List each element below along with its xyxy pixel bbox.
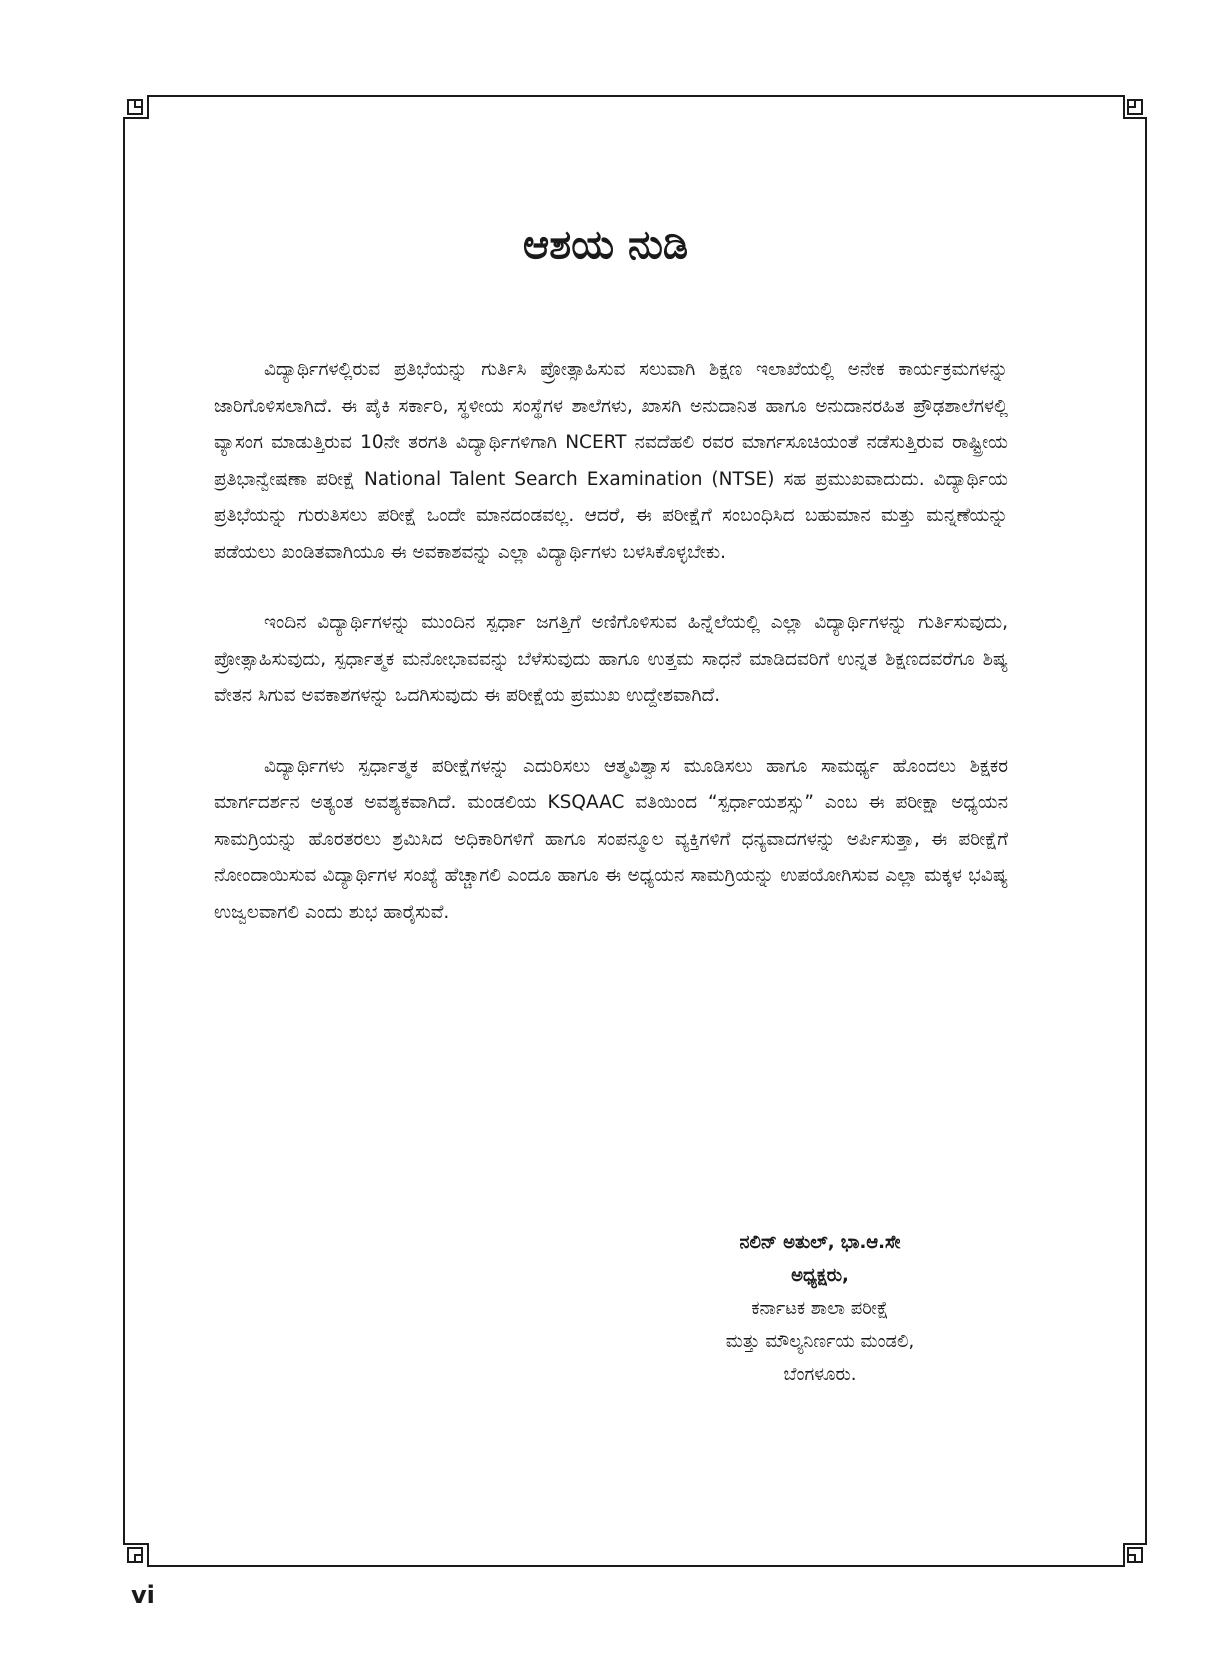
organization-line-2: ಮತ್ತು ಮೌಲ್ಯನಿರ್ಣಯ ಮಂಡಲಿ, (725, 1331, 915, 1352)
body-text (214, 352, 1008, 931)
page-title: ಆಶಯ ನುಡಿ (522, 222, 689, 268)
organization-line-1: ಕರ್ನಾಟಕ ಶಾಲಾ ಪರೀಕ್ಷೆ (751, 1298, 889, 1319)
signatory-name: ನಲಿನ್ ಅತುಲ್, ಭಾ.ಆ.ಸೇ (739, 1232, 901, 1253)
corner-ornament-bottom-left (128, 1548, 142, 1562)
paragraph-3: ವಿದ್ಯಾರ್ಥಿಗಳು ಸ್ಪರ್ಧಾತ್ಮಕ ಪರೀಕ್ಷೆಗಳನ್ನು ಎದುರಿಸಲು ಆತ್ಮವಿಶ್ವಾಸ ಮೂಡಿಸಲು ಹಾಗೂ ಸಾಮರ್ಥ್ಯ ಹೊಂದಲು ಶಿಕ್ಷಕರ ಮಾರ್ಗದರ್ಶನ ಅತ್ಯಂತ ಅವಶ್ಯಕವಾಗಿದೆ. ಮಂಡಲಿಯ KSQAAC ವತಿಯಿಂದ “ಸ್ಪರ್ಧಾಯಶಸ್ಸು” ಎಂಬ ಈ ಪರೀಕ್ಷಾ ಅಧ್ಯಯನ ಸಾಮಗ್ರಿಯನ್ನು ಹೊರತರಲು ಶ್ರಮಿಸಿದ ಅಧಿಕಾರಿಗಳಿಗೆ ಹಾಗೂ ಸಂಪನ್ಮೂಲ ವ್ಯಕ್ತಿಗಳಿಗೆ ಧನ್ಯವಾದಗಳನ್ನು ಅರ್ಪಿಸುತ್ತಾ, ಈ ಪರೀಕ್ಷೆಗೆ ನೋಂದಾಯಿಸುವ ವಿದ್ಯಾರ್ಥಿಗಳ ಸಂಖ್ಯೆ ಹೆಚ್ಚಾಗಲಿ ಎಂದೂ ಹಾಗೂ ಈ ಅಧ್ಯಯನ ಸಾಮಗ್ರಿಯನ್ನು ಉಪಯೋಗಿಸುವ ಎಲ್ಲಾ ಮಕ್ಕಳ ಭವಿಷ್ಯ ಉಜ್ವಲವಾಗಲಿ ಎಂದು ಶುಭ ಹಾರೈಸುವೆ. (214, 755, 1008, 923)
organization-city: ಬೆಂಗಳೂರು. (783, 1364, 857, 1385)
paragraph-2: ಇಂದಿನ ವಿದ್ಯಾರ್ಥಿಗಳನ್ನು ಮುಂದಿನ ಸ್ಪರ್ಧಾ ಜಗತ್ತಿಗೆ ಅಣಿಗೊಳಿಸುವ ಹಿನ್ನೆಲೆಯಲ್ಲಿ ಎಲ್ಲಾ ವಿದ್ಯಾರ್ಥಿಗಳನ್ನು ಗುರ್ತಿಸುವುದು, ಪ್ರೋತ್ಸಾಹಿಸುವುದು, ಸ್ಪರ್ಧಾತ್ಮಕ ಮನೋಭಾವವನ್ನು ಬೆಳೆಸುವುದು ಹಾಗೂ ಉತ್ತಮ ಸಾಧನೆ ಮಾಡಿದವರಿಗೆ ಉನ್ನತ ಶಿಕ್ಷಣದವರೆಗೂ ಶಿಷ್ಯ ವೇತನ ಸಿಗುವ ಅವಕಾಶಗಳನ್ನು ಒದಗಿಸುವುದು ಈ ಪರೀಕ್ಷೆಯ ಪ್ರಮುಖ ಉದ್ದೇಶವಾಗಿದೆ. (214, 612, 1008, 706)
corner-ornament-bottom-right (1128, 1548, 1142, 1562)
signatory-title: ಅಧ್ಯಕ್ಷರು, (791, 1265, 849, 1286)
corner-ornament-top-right (1128, 100, 1142, 114)
signature-block (620, 1226, 1020, 1391)
corner-ornament-top-left (128, 100, 142, 114)
paragraph-1: ವಿದ್ಯಾರ್ಥಿಗಳಲ್ಲಿರುವ ಪ್ರತಿಭೆಯನ್ನು ಗುರ್ತಿಸಿ ಪ್ರೋತ್ಸಾಹಿಸುವ ಸಲುವಾಗಿ ಶಿಕ್ಷಣ ಇಲಾಖೆಯಲ್ಲಿ ಅನೇಕ ಕಾರ್ಯಕ್ರಮಗಳನ್ನು ಜಾರಿಗೊಳಿಸಲಾಗಿದೆ. ಈ ಪೈಕಿ ಸರ್ಕಾರಿ, ಸ್ಥಳೀಯ ಸಂಸ್ಥೆಗಳ ಶಾಲೆಗಳು, ಖಾಸಗಿ ಅನುದಾನಿತ ಹಾಗೂ ಅನುದಾನರಹಿತ ಪ್ರೌಢಶಾಲೆಗಳಲ್ಲಿ ವ್ಯಾಸಂಗ ಮಾಡುತ್ತಿರುವ 10ನೇ ತರಗತಿ ವಿದ್ಯಾರ್ಥಿಗಳಿಗಾಗಿ NCERT ನವದೆಹಲಿ ರವರ ಮಾರ್ಗಸೂಚಿಯಂತೆ ನಡೆಸುತ್ತಿರುವ ರಾಷ್ಟ್ರೀಯ ಪ್ರತಿಭಾನ್ವೇಷಣಾ ಪರೀಕ್ಷೆ National Talent Search Examination (NTSE) ಸಹ ಪ್ರಮುಖವಾದುದು. ವಿದ್ಯಾರ್ಥಿಯ ಪ್ರತಿಭೆಯನ್ನು ಗುರುತಿಸಲು ಪರೀಕ್ಷೆ ಒಂದೇ ಮಾನದಂಡವಲ್ಲ. ಆದರೆ, ಈ ಪರೀಕ್ಷೆಗೆ ಸಂಬಂಧಿಸಿದ ಬಹುಮಾನ ಮತ್ತು ಮನ್ನಣೆಯನ್ನು ಪಡೆಯಲು ಖಂಡಿತವಾಗಿಯೂ ಈ ಅವಕಾಶವನ್ನು ಎಲ್ಲಾ ವಿದ್ಯಾರ್ಥಿಗಳು ಬಳಸಿಕೊಳ್ಳಬೇಕು. (214, 359, 1008, 563)
page-number: vi (131, 1581, 155, 1609)
